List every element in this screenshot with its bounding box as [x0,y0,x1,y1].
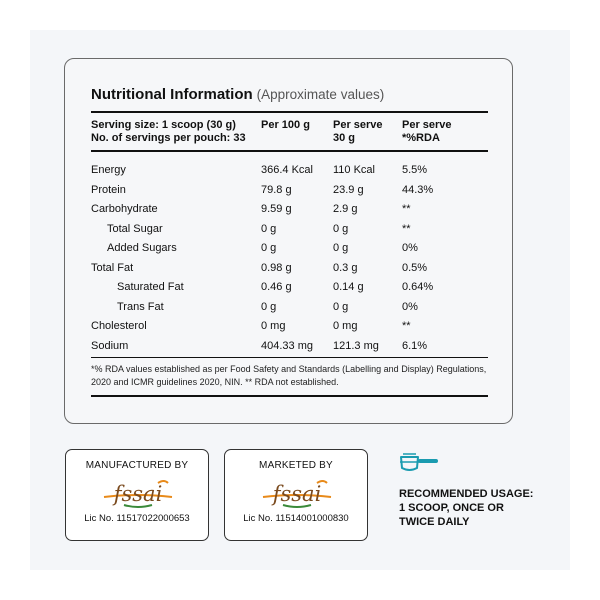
nutrient-per100: 0 g [261,300,277,313]
nutrient-label: Total Sugar [107,222,163,235]
nutrient-perserve: 0.14 g [333,281,364,293]
manufacturer-box [65,449,209,541]
fssai-logo-text: fssai [272,482,322,506]
nutrition-title-row [91,86,384,104]
nutrient-per100: 404.33 mg [261,339,313,352]
nutrient-label: Protein [91,183,126,196]
nutrient-perserve: 0 g [333,300,349,313]
nutrient-label: Carbohydrate [91,203,158,215]
nutrition-panel [64,58,513,424]
usage-line-2: 1 SCOOP, ONCE OR [399,502,504,514]
nutrient-perserve: 0.3 g [333,261,358,274]
nutrient-per100: 366.4 Kcal [261,164,313,176]
nutrient-perserve: 110 Kcal [333,164,375,176]
nutrient-rda: ** [402,320,411,332]
nutrient-label: Added Sugars [107,242,177,254]
nutrient-label: Total Fat [91,261,134,274]
usage-line-1: RECOMMENDED USAGE: [399,488,534,500]
nutrient-rda: 0.64% [402,281,434,293]
nutrient-label: Saturated Fat [117,281,184,293]
nutrient-per100: 0 mg [261,320,286,332]
per-serve-header: Per serve [333,119,383,131]
fssai-logo-text: fssai [113,482,163,506]
manufacturer-heading: MANUFACTURED BY [85,460,189,471]
nutrient-perserve: 0 mg [333,320,358,332]
fssai-logo [261,477,333,509]
servings-per-pouch-label: No. of servings per pouch: 33 [91,132,246,144]
nutrient-perserve: 0 g [333,242,349,254]
rda-footnote: *% RDA values established as per Food Safety and Standards (Labelling and Display) Regulations, 2020 and ICMR guidelines 2020, NIN. ** RDA not established. [91,364,487,387]
nutrient-per100: 79.8 g [261,183,292,196]
nutrient-perserve: 0 g [333,222,349,235]
per-serve-amount-header: 30 g [333,132,356,144]
nutrient-perserve: 2.9 g [333,203,358,215]
nutrition-title: Nutritional Information [91,86,253,103]
nutrient-label: Trans Fat [117,300,164,313]
usage-line-3: TWICE DAILY [399,516,470,528]
table-top-rule [91,111,488,113]
nutrient-perserve: 121.3 mg [333,339,379,352]
serving-size-label: Serving size: 1 scoop (30 g) [91,119,236,131]
nutrient-rda: 0.5% [402,261,428,274]
nutrient-label: Cholesterol [91,320,147,332]
nutrient-label: Energy [91,164,126,176]
nutrient-per100: 0.98 g [261,261,292,274]
nutrition-subtitle: (Approximate values) [256,87,385,102]
header-bottom-rule [91,150,488,152]
marketer-license: Lic No. 11514001000830 [243,513,349,524]
fssai-logo [102,477,174,509]
nutrient-per100: 0 g [261,222,277,235]
per-100g-header: Per 100 g [261,119,310,131]
nutrient-rda: 44.3% [402,183,434,196]
nutrient-perserve: 23.9 g [333,183,364,196]
nutrient-rda: 0% [402,300,418,313]
recommended-usage [399,487,559,529]
rows-bottom-rule [91,357,488,358]
manufacturer-license: Lic No. 11517022000653 [84,513,190,524]
nutrient-per100: 0.46 g [261,281,292,293]
table-bottom-rule [91,395,488,397]
rda-header: *%RDA [402,132,440,144]
nutrient-per100: 9.59 g [261,203,292,215]
scoop-icon [398,449,440,475]
marketer-box [224,449,368,541]
marketer-heading: MARKETED BY [259,460,333,471]
nutrient-rda: 0% [402,242,418,254]
per-serve-rda-header: Per serve [402,119,452,131]
nutrient-rda: ** [402,222,411,235]
nutrient-rda: 6.1% [402,339,428,352]
nutrient-label: Sodium [91,339,129,352]
nutrient-per100: 0 g [261,242,277,254]
nutrient-rda: 5.5% [402,164,428,176]
nutrient-rda: ** [402,203,411,215]
